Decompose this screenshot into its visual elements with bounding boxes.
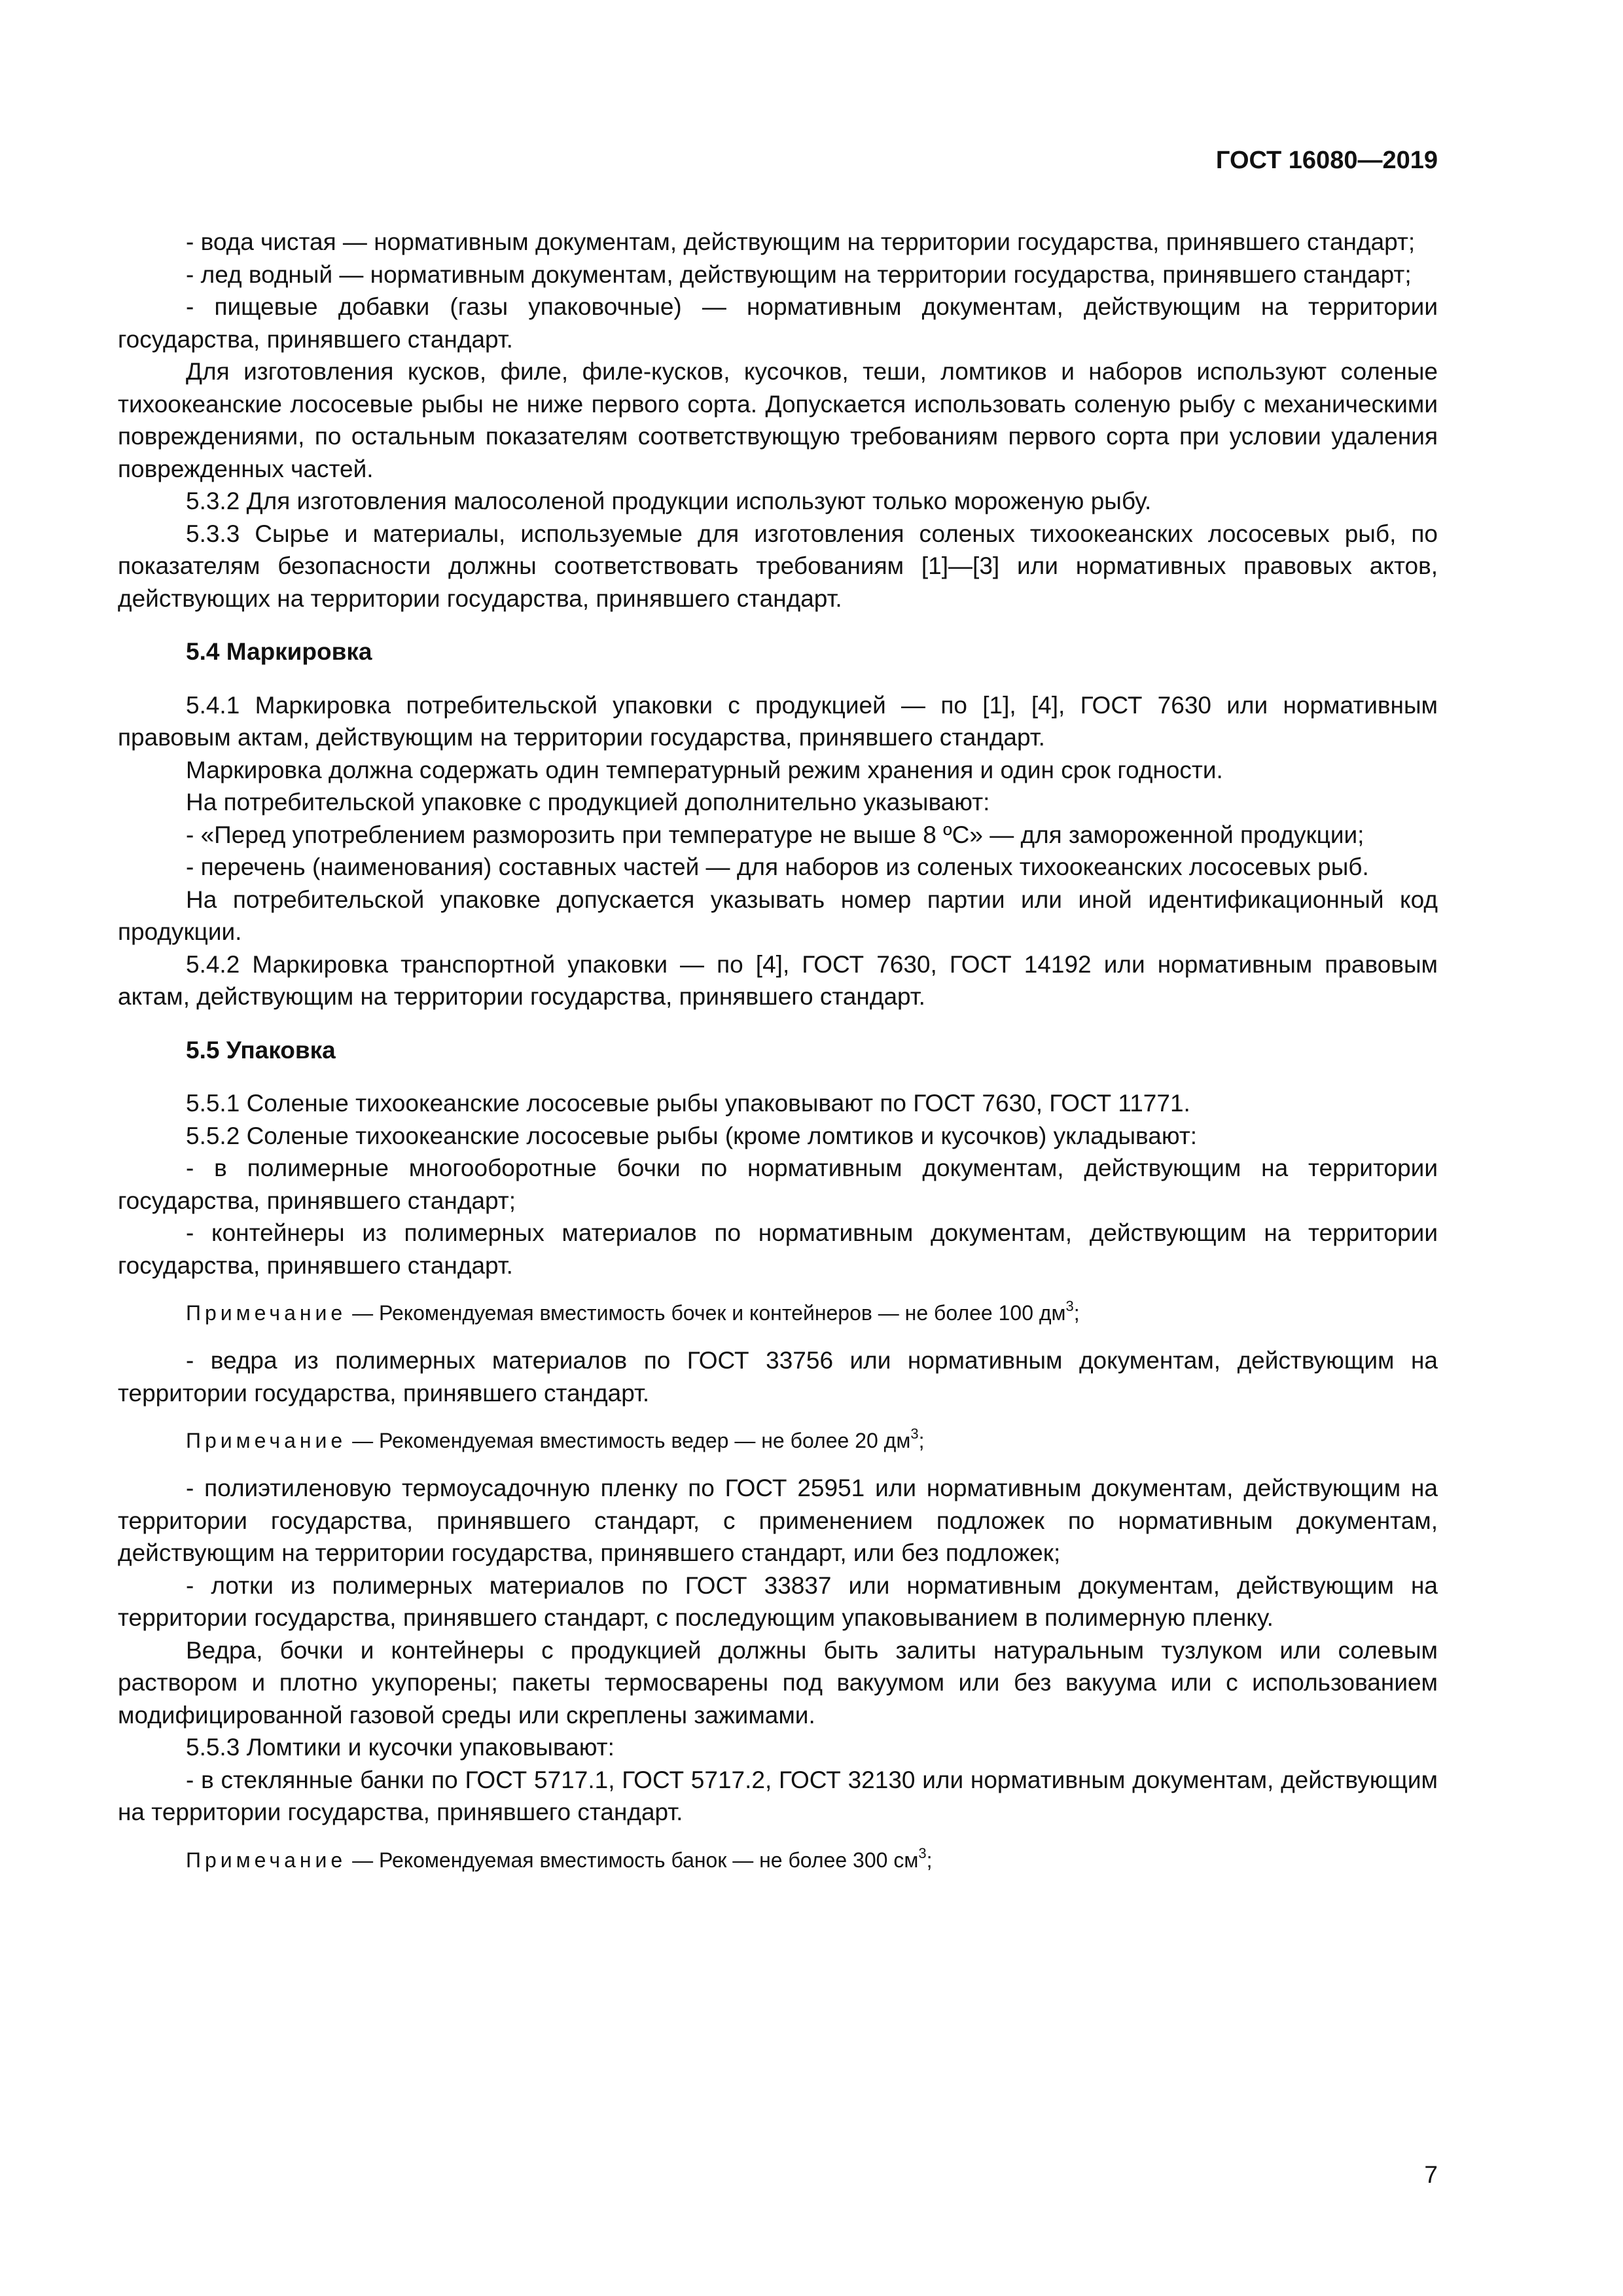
paragraph: 5.4.1 Маркировка потребительской упаковки с продукцией — по [1], [4], ГОСТ 7630 или нормативным правовым актам, действующим на территории государства, принявшего стандарт. bbox=[118, 691, 1438, 751]
note-text: — Рекомендуемая вместимость бочек и контейнеров — не более 100 дм bbox=[346, 1301, 1066, 1325]
note bbox=[118, 1299, 1438, 1327]
note-tail: ; bbox=[918, 1429, 925, 1452]
note-text: — Рекомендуемая вместимость банок — не более 300 см bbox=[346, 1848, 919, 1872]
paragraph: - в стеклянные банки по ГОСТ 5717.1, ГОСТ 5717.2, ГОСТ 32130 или нормативным документам, действующим на территории государства, принявшего стандарт. bbox=[118, 1766, 1438, 1825]
note-superscript: 3 bbox=[918, 1844, 927, 1861]
paragraph: 5.4.2 Маркировка транспортной упаковки — по [4], ГОСТ 7630, ГОСТ 14192 или нормативным правовым актам, действующим на территории государства, принявшего стандарт. bbox=[118, 950, 1438, 1010]
paragraph: - лед водный — нормативным документам, действующим на территории государства, принявшего стандарт; bbox=[186, 260, 1412, 288]
paragraph: Маркировка должна содержать один температурный режим хранения и один срок годности. bbox=[186, 756, 1223, 783]
paragraph: - в полимерные многооборотные бочки по нормативным документам, действующим на территории государства, принявшего стандарт; bbox=[118, 1155, 1438, 1214]
note-label: Примечание bbox=[186, 1301, 347, 1325]
paragraph: На потребительской упаковке допускается указывать номер партии или иной идентификационный код продукции. bbox=[118, 886, 1438, 945]
paragraph: 5.5.2 Соленые тихоокеанские лососевые рыбы (кроме ломтиков и кусочков) укладывают: bbox=[186, 1122, 1198, 1149]
note-superscript: 3 bbox=[1065, 1298, 1074, 1314]
note-superscript: 3 bbox=[910, 1426, 919, 1442]
paragraph: - лотки из полимерных материалов по ГОСТ 33837 или нормативным документам, действующим на территории государства, принявшего стандарт, с последующим упаковыванием в полимерную пленку. bbox=[118, 1571, 1438, 1631]
section-heading-packaging: 5.5 Упаковка bbox=[186, 1036, 336, 1064]
note-text: — Рекомендуемая вместимость ведер — не более 20 дм bbox=[346, 1429, 911, 1452]
paragraph: - перечень (наименования) составных частей — для наборов из соленых тихоокеанских лососевых рыб. bbox=[186, 853, 1369, 880]
paragraph: 5.3.3 Сырье и материалы, используемые для изготовления соленых тихоокеанских лососевых рыб, по показателям безопасности должны соответствовать требованиям [1]—[3] или нормативных правовых актов, действующих на территории государства, принявшего стандарт. bbox=[118, 520, 1438, 612]
paragraph: - пищевые добавки (газы упаковочные) — нормативным документам, действующим на территории государства, принявшего стандарт. bbox=[118, 293, 1438, 353]
paragraph: Для изготовления кусков, филе, филе-кусков, кусочков, теши, ломтиков и наборов используют соленые тихоокеанские лососевые рыбы не ниже первого сорта. Допускается использовать соленую рыбу с механическими повреждениями, по остальным показателям соответствующую требованиям первого сорта при условии удаления поврежденных частей. bbox=[118, 358, 1438, 482]
paragraph: Ведра, бочки и контейнеры с продукцией должны быть залиты натуральным тузлуком или солевым раствором и плотно укупорены; пакеты термосварены под вакуумом или без вакуума или с использованием модифицированной газовой среды или скреплены зажимами. bbox=[118, 1636, 1438, 1729]
paragraph: 5.5.3 Ломтики и кусочки упаковывают: bbox=[186, 1734, 615, 1761]
note-tail: ; bbox=[1073, 1301, 1080, 1325]
note-label: Примечание bbox=[186, 1429, 347, 1452]
paragraph: 5.5.1 Соленые тихоокеанские лососевые рыбы упаковывают по ГОСТ 7630, ГОСТ 11771. bbox=[186, 1090, 1190, 1117]
page-number: 7 bbox=[1424, 2161, 1438, 2188]
section-heading-marking: 5.4 Маркировка bbox=[186, 638, 372, 665]
paragraph: 5.3.2 Для изготовления малосоленой продукции используют только мороженую рыбу. bbox=[186, 488, 1152, 514]
note-tail: ; bbox=[926, 1848, 933, 1872]
paragraph: - ведра из полимерных материалов по ГОСТ 33756 или нормативным документам, действующим на территории государства, принявшего стандарт. bbox=[118, 1347, 1438, 1407]
document-code-header: ГОСТ 16080—2019 bbox=[1215, 147, 1438, 174]
document-body bbox=[118, 226, 1438, 1892]
paragraph: - вода чистая — нормативным документам, действующим на территории государства, принявшего стандарт; bbox=[186, 228, 1416, 255]
paragraph: - контейнеры из полимерных материалов по нормативным документам, действующим на территории государства, принявшего стандарт. bbox=[118, 1219, 1438, 1279]
paragraph: - полиэтиленовую термоусадочную пленку по ГОСТ 25951 или нормативным документам, действующим на территории государства, принявшего стандарт, с применением подложек по нормативным документам, действующим на территории государства, принявшего стандарт, или без подложек; bbox=[118, 1475, 1438, 1566]
note-label: Примечание bbox=[186, 1848, 347, 1872]
paragraph: - «Перед употреблением разморозить при температуре не выше 8 ºС» — для замороженной продукции; bbox=[186, 821, 1364, 848]
paragraph: На потребительской упаковке с продукцией дополнительно указывают: bbox=[186, 789, 990, 816]
note bbox=[118, 1426, 1438, 1455]
note bbox=[118, 1846, 1438, 1874]
